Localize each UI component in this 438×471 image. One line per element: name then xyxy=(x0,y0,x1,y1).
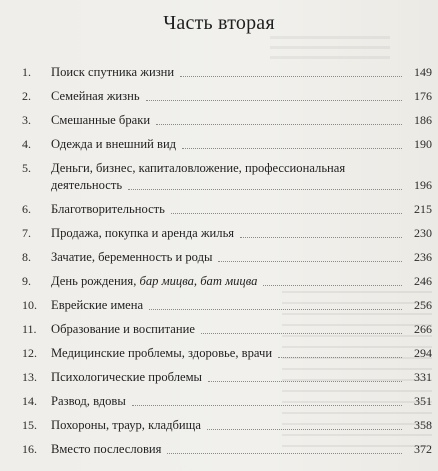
toc-entry-number: 5. xyxy=(22,161,31,175)
toc-entry-number: 8. xyxy=(22,250,31,264)
dot-leader xyxy=(278,357,402,358)
toc-entry xyxy=(22,225,432,242)
toc-entry-title: Благотворительность xyxy=(51,202,165,216)
dot-leader xyxy=(218,261,402,262)
toc-entry-page: 266 xyxy=(414,322,432,336)
toc-entry-number: 7. xyxy=(22,226,31,240)
toc-entry xyxy=(22,88,432,105)
bleed-through-text xyxy=(270,36,390,66)
toc-entry xyxy=(22,112,432,129)
toc-entry-page: 196 xyxy=(414,178,432,192)
toc-entry xyxy=(22,249,432,266)
toc-entry-number: 6. xyxy=(22,202,31,216)
toc-entry xyxy=(22,417,432,434)
toc-entry-page: 176 xyxy=(414,89,432,103)
dot-leader xyxy=(128,189,402,190)
toc-entry-page: 358 xyxy=(414,418,432,432)
toc-entry xyxy=(22,393,432,410)
toc-entry-title: Вместо послесловия xyxy=(51,442,162,456)
toc-entry-page: 372 xyxy=(414,442,432,456)
dot-leader xyxy=(156,124,402,125)
toc-entry-page: 215 xyxy=(414,202,432,216)
toc-entry-title xyxy=(51,273,257,290)
toc-entry-page: 149 xyxy=(414,65,432,79)
toc-entry xyxy=(22,136,432,153)
toc-entry-title: Деньги, бизнес, капиталовложение, профессиональная xyxy=(51,161,346,175)
toc-entry-number: 2. xyxy=(22,89,31,103)
toc-entry-page: 236 xyxy=(414,250,432,264)
toc-entry-number: 12. xyxy=(22,346,37,360)
toc-entry-number: 1. xyxy=(22,65,31,79)
dot-leader xyxy=(149,309,402,310)
toc-entry-title: Смешанные браки xyxy=(51,113,151,127)
toc-entry-title: Одежда и внешний вид xyxy=(51,137,177,151)
toc-entry-title: Образование и воспитание xyxy=(51,322,195,336)
toc-entry-page: 294 xyxy=(414,346,432,360)
toc-entry-number: 9. xyxy=(22,274,31,288)
toc-entry-title: Медицинские проблемы, здоровье, врачи xyxy=(51,346,273,360)
toc-entry-title: Развод, вдовы xyxy=(51,394,126,408)
toc-entry-page: 186 xyxy=(414,113,432,127)
toc-entry xyxy=(22,273,432,290)
dot-leader xyxy=(182,148,402,149)
toc-entry-number: 16. xyxy=(22,442,37,456)
toc-entry-number: 3. xyxy=(22,113,31,127)
dot-leader xyxy=(171,213,402,214)
table-of-contents xyxy=(22,64,432,458)
dot-leader xyxy=(208,381,402,382)
toc-entry-title-plain: День рождения, xyxy=(51,274,140,288)
toc-entry xyxy=(22,297,432,314)
dot-leader xyxy=(180,76,402,77)
toc-entry xyxy=(22,321,432,338)
dot-leader xyxy=(263,285,402,286)
toc-entry-title: Продажа, покупка и аренда жилья xyxy=(51,226,235,240)
toc-entry-number: 4. xyxy=(22,137,31,151)
dot-leader xyxy=(240,237,402,238)
dot-leader xyxy=(132,405,402,406)
toc-entry-number: 15. xyxy=(22,418,37,432)
dot-leader xyxy=(146,100,402,101)
toc-entry-number: 14. xyxy=(22,394,37,408)
toc-entry xyxy=(22,201,432,218)
toc-entry-page: 190 xyxy=(414,137,432,151)
toc-entry-page: 351 xyxy=(414,394,432,408)
toc-entry-title: Поиск спутника жизни xyxy=(51,65,175,79)
dot-leader xyxy=(167,453,402,454)
toc-entry-title: Зачатие, беременность и роды xyxy=(51,250,213,264)
toc-entry-number: 13. xyxy=(22,370,37,384)
toc-entry-title-continued: деятельность xyxy=(51,178,123,192)
toc-entry xyxy=(22,345,432,362)
toc-entry xyxy=(22,369,432,386)
toc-entry xyxy=(22,64,432,81)
dot-leader xyxy=(207,429,402,430)
toc-entry-page: 331 xyxy=(414,370,432,384)
toc-entry xyxy=(22,441,432,458)
toc-entry-page: 256 xyxy=(414,298,432,312)
toc-entry-title: Семейная жизнь xyxy=(51,89,140,103)
toc-entry-number: 10. xyxy=(22,298,37,312)
toc-entry-number: 11. xyxy=(22,322,37,336)
toc-entry-title: Похороны, траур, кладбища xyxy=(51,418,201,432)
toc-entry-title-italic: бар мицва, бат мицва xyxy=(139,274,258,288)
dot-leader xyxy=(201,333,402,334)
section-heading: Часть вторая xyxy=(163,12,275,34)
toc-entry-title: Психологические проблемы xyxy=(51,370,203,384)
toc-entry-page: 230 xyxy=(414,226,432,240)
toc-entry xyxy=(22,160,432,194)
toc-entry-title: Еврейские имена xyxy=(51,298,144,312)
toc-entry-page: 246 xyxy=(414,274,432,288)
